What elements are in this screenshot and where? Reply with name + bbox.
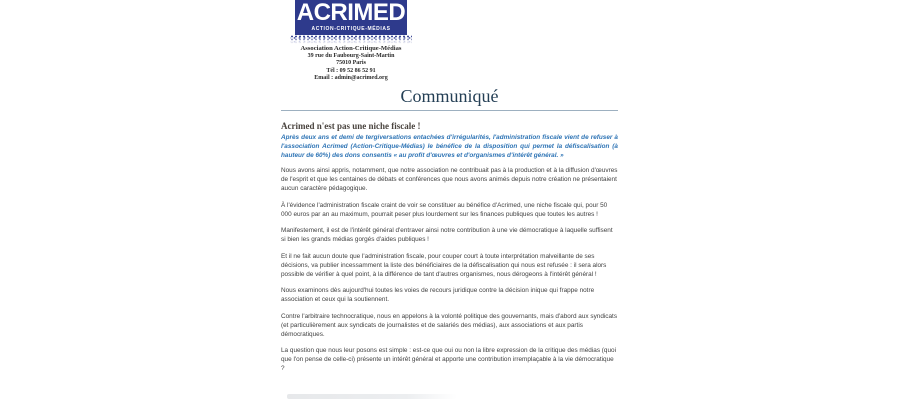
logo-wordmark: ACRIMED bbox=[296, 0, 406, 26]
letterhead-address bbox=[295, 45, 407, 83]
page-title: Communiqué bbox=[400, 86, 499, 106]
article-lead-paragraph: Après deux ans et demi de tergiversations entachées d'irrégularités, l'administration fiscale vient de refuser à l'association Acrimed (Action-Critique-Médias) le bénéfice de la disposition qui permet la défiscalisation (à hauteur de 60%) des dons consentis « au profit d'œuvres et d'organismes d'intérêt général. » bbox=[281, 134, 618, 159]
letterhead-org-name: Association Action-Critique-Médias bbox=[300, 45, 402, 52]
article-paragraph: À l'évidence l'administration fiscale craint de voir se constituer au bénéfice d'Acrimed, une niche fiscale qui, pour 50 000 euros par an au maximum, pourrait peser plus lourdement sur les finances publiques que toutes les autres ! bbox=[281, 201, 608, 218]
article-body bbox=[281, 121, 618, 382]
letterhead-email: Email : admin@acrimed.org bbox=[314, 75, 388, 82]
letterhead-city: 75010 Paris bbox=[336, 60, 366, 67]
article-paragraph: Et il ne fait aucun doute que l'administration fiscale, pour couper court à toute interprétation malveillante de ses décisions, va publier incessamment la liste des bénéficiaires de la défiscalisation qui nous est refusée : il sera alors possible de vérifier à quel point, à la différence de tant d'autres organismes, nous dérogeons à l'intérêt général ! bbox=[281, 252, 607, 278]
letterhead bbox=[295, 0, 407, 83]
article-heading: Acrimed n'est pas une niche fiscale ! bbox=[281, 121, 421, 131]
title-block bbox=[281, 85, 618, 111]
logo-grunge-edge bbox=[290, 35, 412, 44]
article-paragraph: Contre l'arbitraire technocratique, nous en appelons à la volonté politique des gouvernants, mais d'abord aux syndicats (et particulièrement aux syndicats de journalistes et de salariés des médias), aux associations et aux partis démocratiques. bbox=[281, 312, 618, 338]
cutoff-text-remnant bbox=[287, 394, 457, 399]
letterhead-phone: Tél : 09 52 86 52 91 bbox=[326, 67, 376, 74]
logo-tagline: ACTION-CRITIQUE-MÉDIAS bbox=[311, 26, 391, 32]
letterhead-street: 39 rue du Faubourg-Saint-Martin bbox=[307, 52, 395, 59]
article-paragraph: La question que nous leur posons est simple : est-ce que oui ou non la libre expression de la critique des médias (quoi que l'on pense de celle-ci) présente un intérêt général et apporte une contribution irremplaçable à la vie démocratique ? bbox=[281, 347, 616, 372]
article-paragraph: Manifestement, il est de l'intérêt général d'entraver ainsi notre contribution à une vie démocratique à laquelle suffisent si bien les grands médias gorgés d'aides publiques ! bbox=[281, 227, 613, 244]
title-divider bbox=[281, 110, 618, 111]
article-paragraph: Nous avons ainsi appris, notamment, que notre association ne contribuait pas à la production et à la diffusion d'œuvres de l'esprit et que les centaines de débats et conférences que nous avons animés depuis notre création ne présentaient aucun caractère pédagogique. bbox=[281, 167, 618, 192]
acrimed-logo bbox=[295, 0, 407, 35]
article-paragraph: Nous examinons dès aujourd'hui toutes les voies de recours juridique contre la décision inique qui frappe notre association et ceux qui la soutiennent. bbox=[281, 287, 595, 304]
